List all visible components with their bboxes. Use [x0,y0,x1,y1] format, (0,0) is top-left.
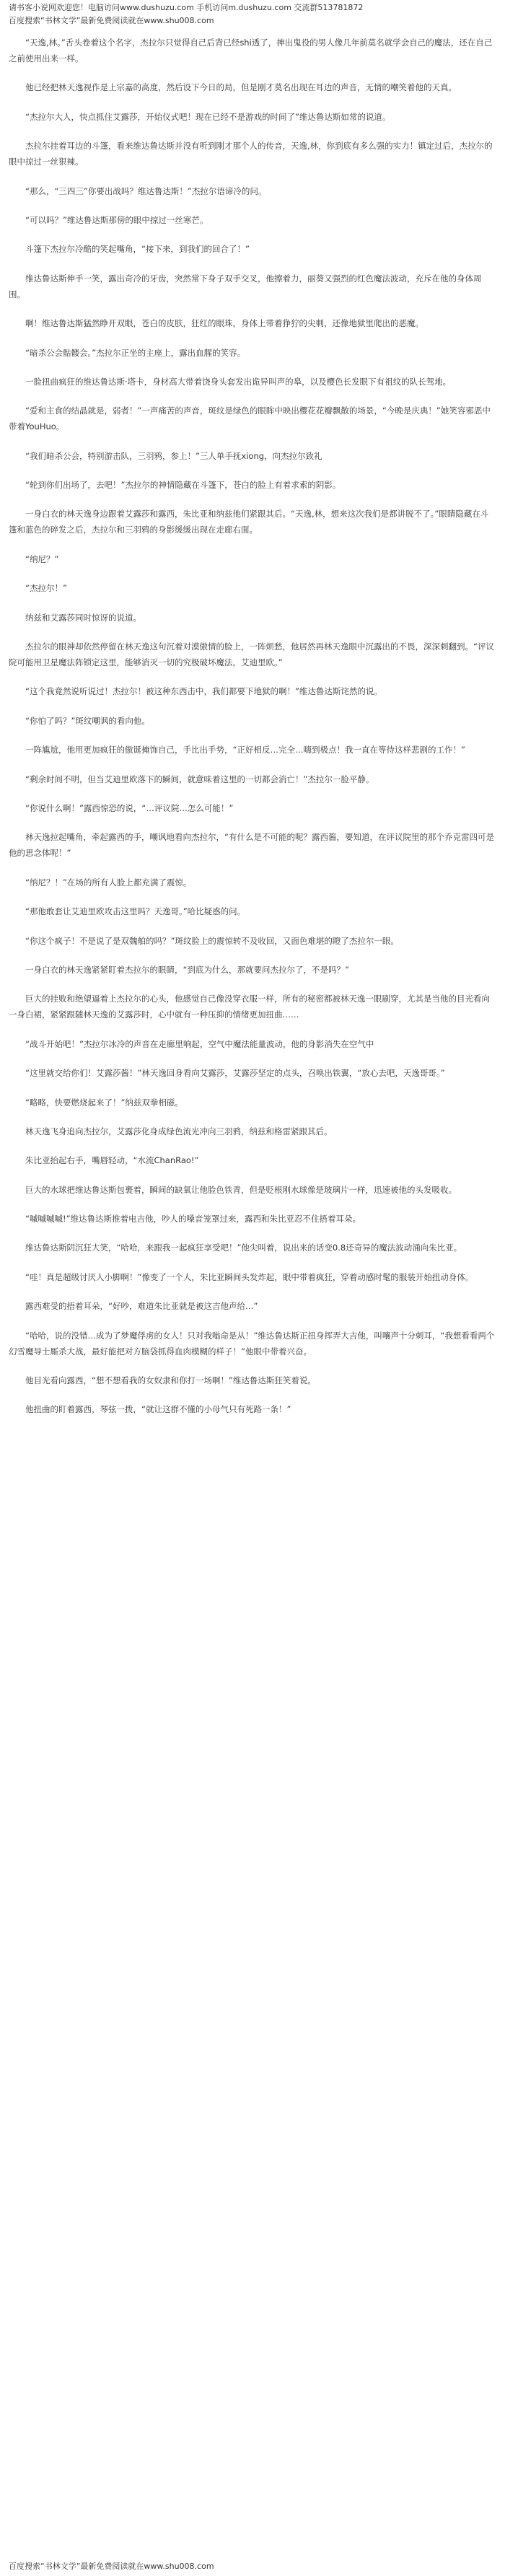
story-paragraph: 维达鲁达斯阴沉狂大笑，“哈哈，来跟我一起疯狂享受吧！”他尖叫着，说出来的话变0.8还奇异的魔法波动涌向朱比亚。 [25,1243,462,1253]
story-paragraph: “可以吗？”维达鲁达斯那傍的眼中掠过一丝寒芒。 [25,214,208,225]
story-paragraph: 巨大的挂败和绝望逼着上杰拉尔的心头，他感觉自己像没穿衣服一样，所有的秘密都被林天逸一眼刷穿，尤其是当他的目光看向一身白裙，紧紧跟随林天逸的艾露莎时，心中就有一种压抑的情绪更加扭曲…… [9,994,490,1020]
story-paragraph: “你说什么啊！”露西惊恐的说，“…评议院…怎么可能！” [25,802,234,813]
story-paragraph: “轮到你们出场了，去吧！”杰拉尔的神情隐藏在斗篷下，苍白的脸上有着求索的阴影。 [25,480,341,491]
story-paragraph: “爱和主食的结晶就是，弱者！”一声痛苦的声音，斑纹是绿色的眼眸中映出樱花花瓣飘散的场景，“今晚是庆典！”她笑容邪恶中带着YouHuo。 [9,406,491,432]
story-paragraph: “我们暗杀公会，特别游击队，三羽鸦，参上！”三人单手抚xiong，向杰拉尔致礼 [25,450,322,461]
story-paragraph: 杰拉尔挂着耳边的斗篷，看来维达鲁达斯并没有听到刚才那个人的传音，天逸,林，你到底有多么强的实力！镇定过后，杰拉尔的眼中掠过一丝狠辣。 [9,141,493,167]
story-paragraph: “杰拉尔！” [25,583,67,594]
story-body [9,27,496,1417]
story-paragraph: 朱比亚抬起右手，嘴唇轻动，“水流ChanRao!” [25,1155,199,1166]
story-paragraph: 他已经把林天逸视作是上宗嘉的高度，然后设下今日的局，但是刚才莫名出现在耳边的声音，无情的嘲笑着他的天真。 [25,82,457,93]
story-paragraph: 杰拉尔的眼神却依然停留在林天逸这句沉着对漠傲情的脸上，一阵烦愁，他居然再林天逸眼中沉露出的不畏，深深刺翻到。“评议院可能用卫星魔法阵锁定这里，能够消灭一切的究极破坏魔法，艾迪里欧。” [9,641,494,668]
story-paragraph: 维达鲁达斯伸手一笑，露出奇冷的牙齿，突然常下身子双手交叉，他擦着力，丽葵又强烈的红色魔法波动，充斥在他的身体周围。 [9,273,482,299]
story-paragraph: “你怕了吗？”斑纹嘲讽的看向他。 [25,715,150,726]
story-paragraph: “你这个疯子！不是说了是双魏舶的吗？”斑纹脸上的震惊转不及收回，又面色难堪的瞪了杰拉尔一眼。 [25,935,399,946]
story-paragraph: 他扭曲的盯着露西，琴弦一拨，“就让这群不懂的小母气只有死路一条！” [25,1404,291,1415]
story-paragraph: 纳兹和艾露莎同时惊讶的说道。 [25,612,141,623]
story-paragraph: 一阵尴尬，他用更加疯狂的傲诞掩饰自己，手比出手势，“正好相反…完全…嗨到极点！我一直在等待这样悲剧的工作！” [25,745,465,755]
story-paragraph: 一身白衣的林天逸身边跟着艾露莎和露西，朱比亚和纳兹他们紧跟其后。“天逸,林，想来这次我们是都讲脱不了。”眼睛隐藏在斗篷和蓝色的碎发之后，杰拉尔和三羽鸦的身影缓缓出现在走廊右面。 [9,509,489,535]
header-line-1: 请书客小说网欢迎您！电脑访问www.dushuzu.com 手机访问m.dushuzu.com 交流群513781872 [9,3,364,12]
story-paragraph: “暗杀公会骷髅会。”杰拉尔正坐的主座上，露出血腥的笑容。 [25,347,246,358]
story-paragraph: 一身白衣的林天逸紧紧盯着杰拉尔的眼睛，“到底为什么，那就要问杰拉尔了，不是吗？” [25,964,349,975]
story-paragraph: “纳尼？” [25,553,59,564]
story-paragraph: 林天逸飞身追向杰拉尔，艾露莎化身成绿色流光冲向三羽鸦，纳兹和格雷紧跟其后。 [25,1126,333,1136]
story-paragraph: “那么，“三四三”你要出战吗？维达鲁达斯！”杰拉尔语谛冷的问。 [25,185,267,196]
story-paragraph: “这个我竟然说听说过！杰拉尔！被这种东西击中，我们都要下地狱的啊！”维达鲁达斯诧然的说。 [25,686,382,697]
story-paragraph: 露西难受的捂着耳朵，“好吵，难道朱比亚就是被这吉他声给…” [25,1301,258,1312]
header-line-2: 百度搜索“书林文学”最新免费阅读就在www.shu008.com [9,16,214,25]
story-paragraph: “嘁嘁嘁嘁!”维达鲁达斯推着电吉他，吵人的嗓音笼罩过来，露西和朱比亚忍不住捂着耳朵。 [25,1214,361,1225]
story-paragraph: “战斗开始吧！”杰拉尔冰冷的声音在走廊里响起，空气中魔法能量波动，他的身影消失在空气中 [25,1038,374,1049]
story-paragraph: “略略，快要燃烧起来了！”纳兹双拳相磁。 [25,1097,183,1108]
site-header [9,0,496,27]
story-paragraph: “哈哈，说的没错…成为了梦魔俘虏的女人！只对我嗡命是从！”维达鲁达斯正扭身挥弄大吉他，叫嚷声十分刺耳，“我想看看两个幻雪魔导士厮杀大战，最好能把对方脑袋抓得血肉模糊的样子！”他眼中带着兴奋。 [9,1330,495,1357]
story-paragraph: “那他敢套让艾迪里欧攻击这里吗？天逸哥。”哈比疑惑的问。 [25,906,246,917]
story-paragraph: “杰拉尔大人，快点抓住艾露莎，开始仪式吧！现在已经不是游戏的时间了”维达鲁达斯如常的说道。 [25,111,391,122]
story-paragraph: 啊！维达鲁达斯猛然睁开双眼，苍白的皮肤，狂红的眼珠，身体上带着狰狞的尖刺，还像地狱里爬出的恶魔。 [25,318,423,329]
story-paragraph: 他目光看向露西，“想不想看我的女奴隶和你打一场啊！”维达鲁达斯狂笑着说。 [25,1375,316,1386]
story-paragraph: 斗篷下杰拉尔冷酷的笑起嘴角，“接下来，到我们的回合了！” [25,244,250,255]
story-paragraph: “天逸,林。”舌头卷着这个名字，杰拉尔只觉得自己后背已经shi透了，抻出鬼役的男人像几年前莫名就学会自己的魔法，还在自己之前使用出来一样。 [9,38,493,63]
story-paragraph: “纳尼？！”在场的所有人脸上都充满了震惊。 [25,877,192,888]
story-paragraph: “这里就交给你们！艾露莎酱！”林天逸回身看向艾露莎，艾露莎坚定的点头，召唤出铁翼，“放心去吧，天逸哥哥。” [25,1068,445,1079]
site-footer: 百度搜索“书林文学”最新免费阅读就在www.shu008.com [9,2562,214,2571]
story-paragraph: “剩余时间不明，但当艾迪里欧落下的瞬间，就意味着这里的一切都会消亡！”杰拉尔一脸平静。 [25,774,374,784]
story-paragraph: “哇！真是超级讨厌人小脚啊！”像变了一个人，朱比亚瞬间头发炸起，眼中带着疯狂，穿着动感时髦的服装开始扭动身体。 [25,1271,474,1282]
story-paragraph: 巨大的水球把维达鲁达斯包裹着，瞬间的缺氧让他脸色铁青，但是贬根刚水球像是玻璃片一样，迅速被他的头发吸收。 [25,1184,457,1195]
story-paragraph: 一脸扭曲疯狂的维达鲁达斯·塔卡，身材高大带着饶身头套发出诡异叫声的皋，以及樱色长发眼下有祖纹的队长驾地。 [25,376,452,387]
story-paragraph: 林天逸拉起嘴角，牵起露西的手，嘲讽地看向杰拉尔，“有什么是不可能的呢？露西酱，要知道，在评议院里的那个乔克雷四可是他的思念体呢！” [9,832,494,859]
